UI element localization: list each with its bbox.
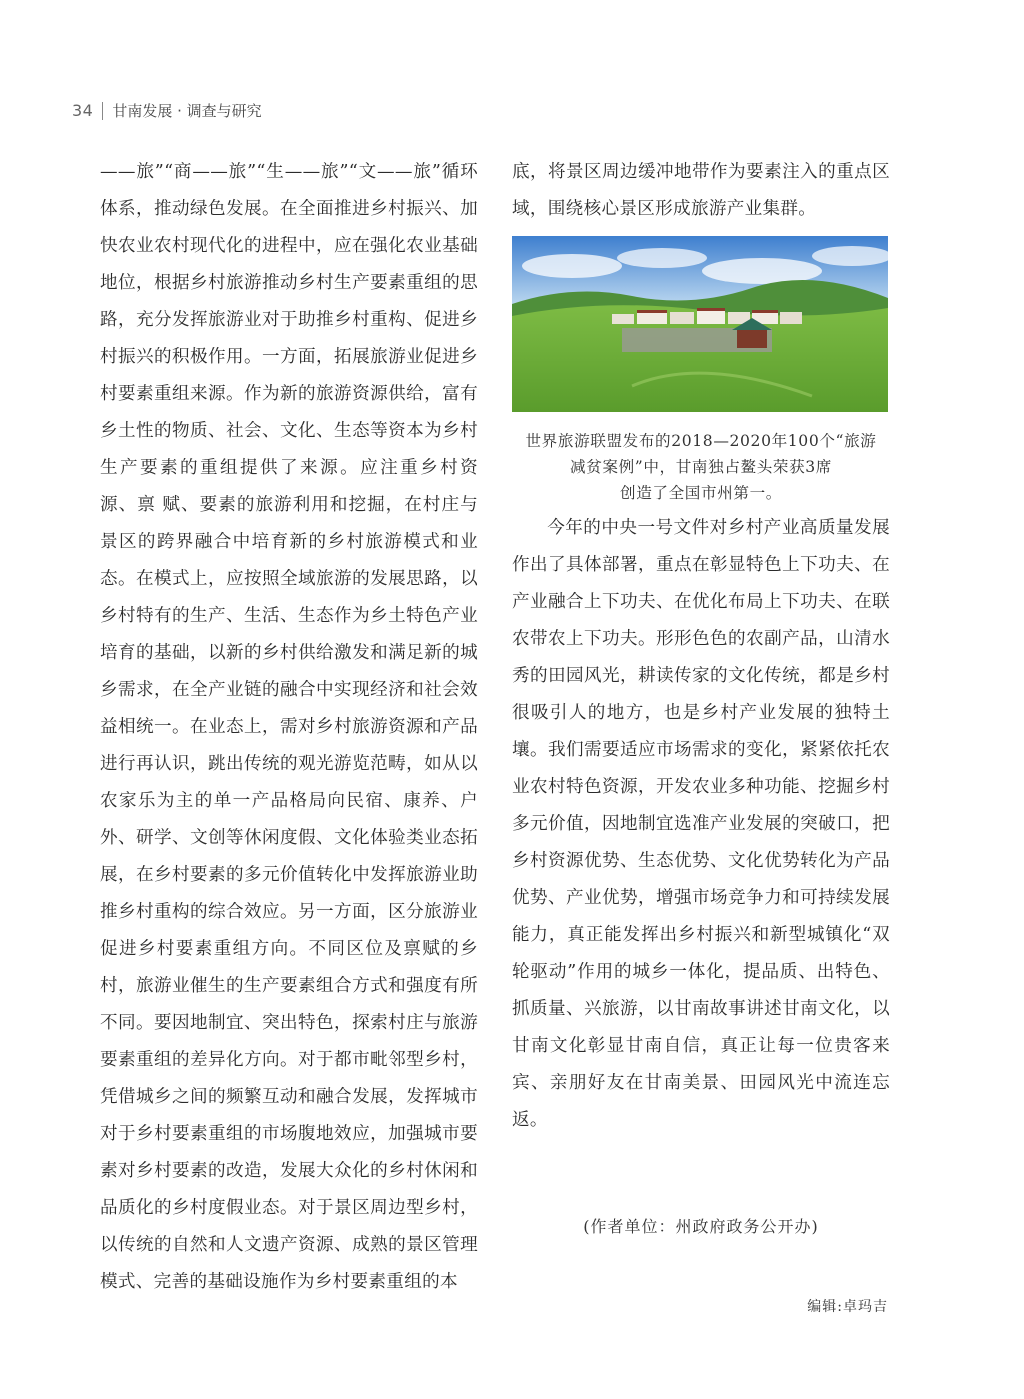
- left-column-text: ——旅”“商——旅”“生——旅”“文——旅”循环体系，推动绿色发展。在全面推进乡村振兴、加快农业农村现代化的进程中，应在强化农业基础地位，根据乡村旅游推动乡村生产要素重组的思路，充分发挥旅游业对于助推乡村重构、促进乡村振兴的积极作用。一方面，拓展旅游业促进乡村要素重组来源。作为新的旅游资源供给，富有乡土性的物质、社会、文化、生态等资本为乡村生产要素的重组提供了来源。应注重乡村资 源、禀 赋、要素的旅游利用和挖掘，在村庄与景区的跨界融合中培育新的乡村旅游模式和业态。在模式上，应按照全域旅游的发展思路，以乡村特有的生产、生活、生态作为乡土特色产业培育的基础，以新的乡村供给激发和满足新的城乡需求，在全产业链的融合中实现经济和社会效益相统一。在业态上，需对乡村旅游资源和产品进行再认识，跳出传统的观光游览范畴，如从以农家乐为主的单一产品格局向民宿、康养、户外、研学、文创等休闲度假、文化体验类业态拓展，在乡村要素的多元价值转化中发挥旅游业助推乡村重构的综合效应。另一方面，区分旅游业促进乡村要素重组方向。不同区位及禀赋的乡村，旅游业催生的生产要素组合方式和强度有所不同。要因地制宜、突出特色，探索村庄与旅游要素重组的差异化方向。对于都市毗邻型乡村，凭借城乡之间的频繁互动和融合发展，发挥城市对于乡村要素重组的市场腹地效应，加强城市要素对乡村要素的改造，发展大众化的乡村休闲和品质化的乡村度假业态。对于景区周边型乡村，以传统的自然和人文遗产资源、成熟的景区管理模式、完善的基础设施作为乡村要素重组的本: [100, 162, 478, 1292]
- section-title: 甘南发展 · 调查与研究: [112, 102, 262, 120]
- editor-credit: 编辑:卓玛吉: [807, 1299, 888, 1315]
- author-affiliation: (作者单位：州政府政务公开办): [583, 1217, 819, 1236]
- right-column-body-text: 今年的中央一号文件对乡村产业高质量发展作出了具体部署，重点在彰显特色上下功夫、在产业融合上下功夫、在优化布局上下功夫、在联农带农上下功夫。形形色色的农副产品，山清水秀的田园风光，耕读传家的文化传统，都是乡村很吸引人的地方，也是乡村产业发展的独特土壤。我们需要适应市场需求的变化，紧紧依托农业农村特色资源，开发农业多种功能、挖掘乡村多元价值，因地制宜选准产业发展的突破口，把乡村资源优势、生态优势、文化优势转化为产品优势、产业优势，增强市场竞争力和可持续发展能力，真正能发挥出乡村振兴和新型城镇化“双轮驱动”作用的城乡一体化，提品质、出特色、抓质量、兴旅游，以甘南故事讲述甘南文化，以甘南文化彰显甘南自信，真正让每一位贵客来宾、亲朋好友在甘南美景、田园风光中流连忘返。: [512, 518, 890, 1130]
- header-divider: [102, 102, 103, 120]
- grassland-village-photo: [512, 236, 888, 412]
- right-column-top: [512, 154, 890, 228]
- photo-caption: [512, 428, 890, 506]
- right-column-body: [512, 510, 890, 1139]
- page-number: 34: [72, 101, 94, 120]
- caption-line: 创造了全国市州第一。: [620, 484, 782, 502]
- caption-line: 减贫案例”中，甘南独占鳌头荣获3席: [570, 458, 832, 476]
- caption-line: 世界旅游联盟发布的2018—2020年100个“旅游: [525, 432, 877, 450]
- left-column: [100, 154, 478, 1301]
- photo-illustration: [512, 236, 888, 412]
- page-header: [72, 100, 262, 121]
- right-column-top-text: 底，将景区周边缓冲地带作为要素注入的重点区域，围绕核心景区形成旅游产业集群。: [512, 162, 890, 219]
